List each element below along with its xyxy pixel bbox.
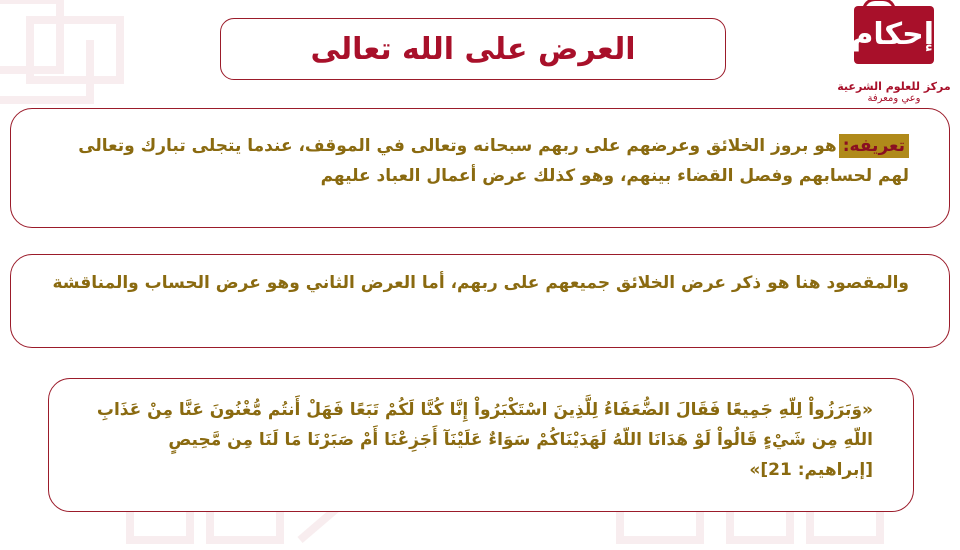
definition-box [10,108,950,228]
logo-subtitle: مركز للعلوم الشرعية [837,80,951,93]
title-frame [220,18,726,80]
verse-text: «وَبَرَزُواْ لِلّهِ جَمِيعًا فَقَالَ الضُّعَفَاءُ لِلَّذِينَ اسْتَكْبَرُواْ إِنَّا كُنَّا لَكُمْ تَبَعًا فَهَلْ أَنتُم مُّغْنُونَ عَنَّا مِنْ عَذَابِ اللّهِ مِن شَيْءٍ قَالُواْ لَوْ هَدَانَا اللّهُ لَهَدَيْنَاكُمْ سَوَاءٌ عَلَيْنَآ أَجَزِعْنَا أَمْ صَبَرْنَا مَا لَنَا مِن مَّحِيصٍ [إبراهيم: 21]» [96,400,873,480]
definition-text: هو بروز الخلائق وعرضهم على ربهم سبحانه وتعالى في الموقف، عندما يتجلى تبارك وتعالى لهم لحسابهم وفصل القضاء بينهم، وهو كذلك عرض أعمال العباد عليهم [78,136,909,186]
definition-label: تعريفه: [839,134,909,158]
intended-box [10,254,950,348]
logo-tagline: وعي ومعرفة [867,93,921,104]
logo-wordmark: إحكام [854,6,934,64]
intended-text: والمقصود هنا هو ذكر عرض الخلائق جميعهم على ربهم، أما العرض الثاني وهو عرض الحساب والمناقشة [52,273,909,293]
watermark-pattern [0,0,170,120]
page-title: العرض على الله تعالى [310,31,636,67]
brand-logo [834,6,954,116]
verse-box [48,378,914,512]
